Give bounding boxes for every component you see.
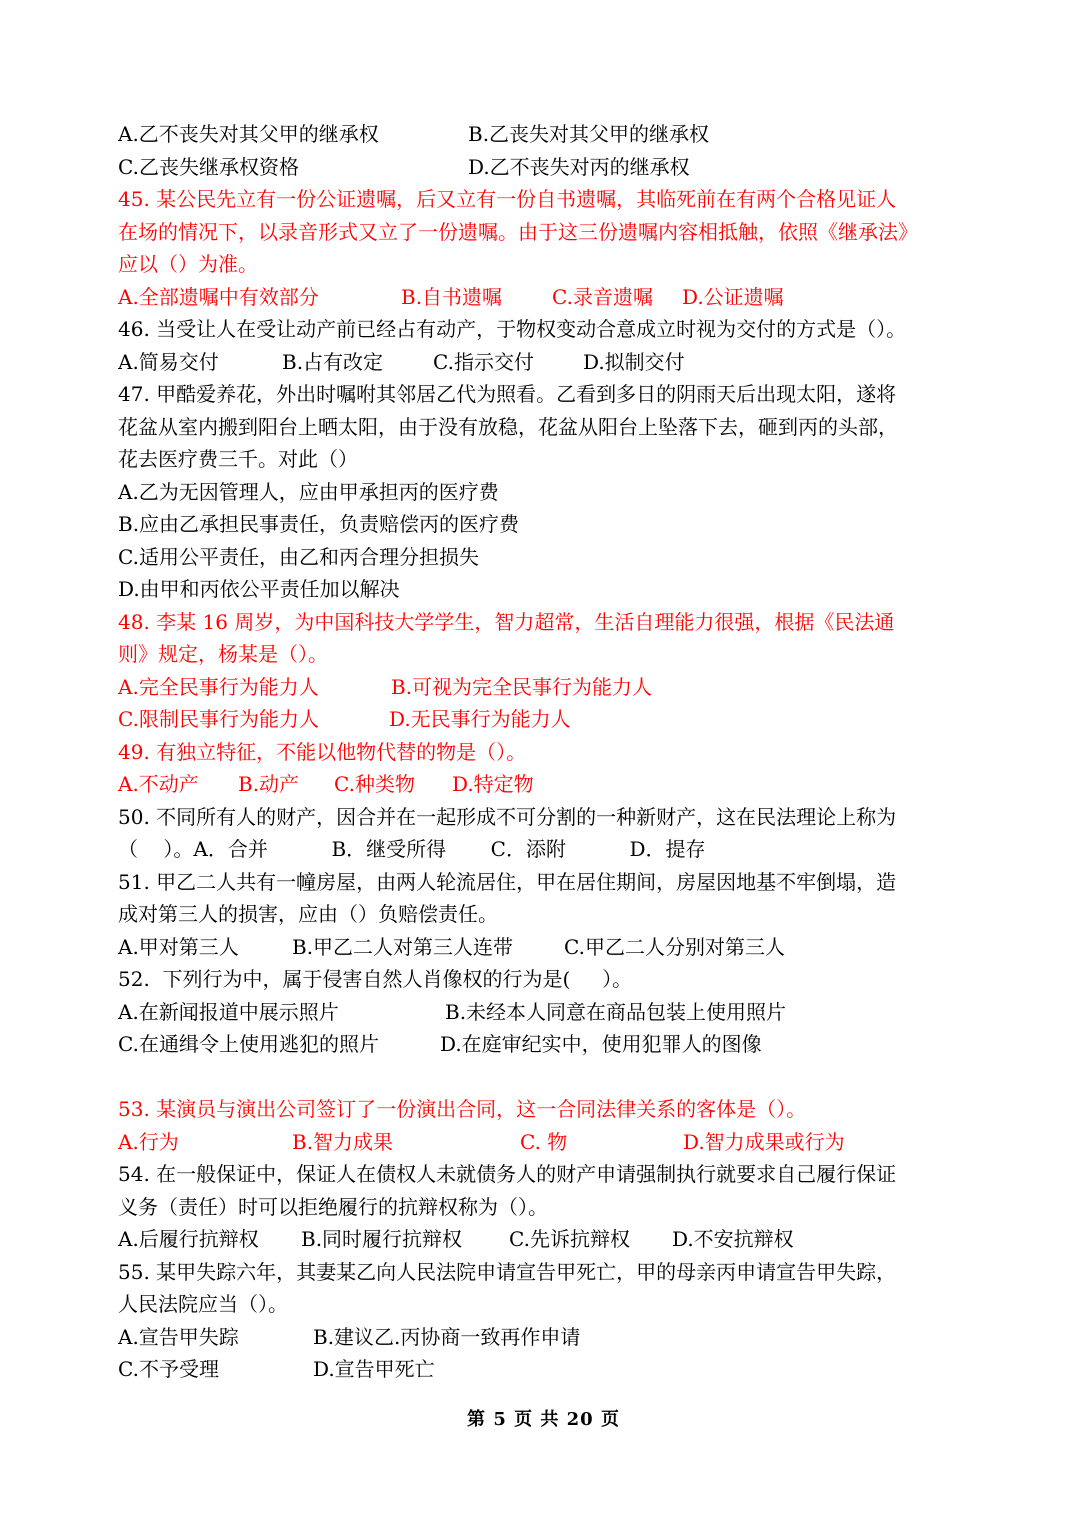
q49-option-b: B.动产	[238, 772, 300, 796]
q52-option-a: A.在新闻报道中展示照片	[118, 999, 339, 1024]
q51-stem-line-1: 51. 甲乙二人共有一幢房屋，由两人轮流居住，甲在居住期间，房屋因地基不牢倒塌，造	[118, 869, 897, 894]
q46-option-d: D.拟制交付	[583, 349, 685, 374]
q51-stem-line-2: 成对第三人的损害，应由（）负赔偿责任。	[118, 902, 498, 926]
q52-options-row-2	[118, 1028, 978, 1061]
q46-stem-line-1: 46. 当受让人在受让动产前已经占有动产，于物权变动合意成立时视为交付的方式是（）。	[118, 317, 907, 341]
q52-option-d: D.在庭审纪实中，使用犯罪人的图像	[440, 1032, 762, 1056]
q50-stem-line-2: （ ）。A．合并 B．继受所得 C．添附 D．提存	[118, 837, 706, 861]
q54-stem-line-2: 义务（责任）时可以拒绝履行的抗辩权称为（）。	[118, 1194, 548, 1219]
q48-options-row-1	[118, 671, 978, 704]
q51-option-b: B.甲乙二人对第三人连带	[292, 934, 514, 959]
q53-option-a: A.行为	[118, 1129, 179, 1154]
q47-stem-line-3: 花去医疗费三千。对此（）	[118, 447, 358, 471]
q44-options-row-2	[118, 151, 978, 184]
q53-option-c: C. 物	[520, 1129, 568, 1154]
q55-stem-line-1: 55. 某甲失踪六年，其妻某乙向人民法院申请宣告甲死亡，甲的母亲丙申请宣告甲失踪，	[118, 1259, 897, 1284]
q45-stem-line-2: 在场的情况下，以录音形式又立了一份遗嘱。由于这三份遗嘱内容相抵触，依照《继承法》	[118, 219, 918, 244]
q52-stem-line-1: 52. 下列行为中，属于侵害自然人肖像权的行为是( ）。	[118, 967, 633, 991]
q53-options	[118, 1126, 978, 1159]
q54-option-c: C.先诉抗辩权	[509, 1227, 630, 1251]
q55-stem-line-2: 人民法院应当（）。	[118, 1292, 288, 1316]
q48-option-a: A.完全民事行为能力人	[118, 674, 319, 699]
q45-option-b: B.自书遗嘱	[401, 284, 503, 309]
q46-option-b: B.占有改定	[282, 349, 384, 374]
q49-options	[118, 768, 978, 801]
q48-option-d: D.无民事行为能力人	[389, 707, 571, 731]
q47-stem-line-2: 花盆从室内搬到阳台上晒太阳，由于没有放稳，花盆从阳台上坠落下去，砸到丙的头部，	[118, 414, 898, 439]
q52-option-c: C.在通缉令上使用逃犯的照片	[118, 1032, 379, 1056]
paragraph-gap	[118, 1061, 978, 1094]
q45-options	[118, 281, 978, 314]
q48-option-c: C.限制民事行为能力人	[118, 707, 319, 731]
q51-option-a: A.甲对第三人	[118, 934, 239, 959]
q54-option-a: A.后履行抗辩权	[118, 1227, 259, 1251]
q51-options	[118, 931, 978, 964]
q48-stem-line-1: 48. 李某 16 周岁，为中国科技大学学生，智力超常，生活自理能力很强，根据《民法通	[118, 609, 895, 634]
q47-option-a: A.乙为无因管理人，应由甲承担丙的医疗费	[118, 479, 499, 504]
q55-option-a: A.宣告甲失踪	[118, 1324, 239, 1349]
q53-stem-line-1: 53. 某演员与演出公司签订了一份演出合同，这一合同法律关系的客体是（）。	[118, 1097, 807, 1121]
q49-option-d: D.特定物	[452, 772, 534, 796]
q45-option-a: A.全部遗嘱中有效部分	[118, 284, 319, 309]
q47-option-d: D.由甲和丙依公平责任加以解决	[118, 577, 400, 601]
q47-option-c: C.适用公平责任，由乙和丙合理分担损失	[118, 544, 479, 569]
q55-option-c: C.不予受理	[118, 1357, 219, 1381]
q49-option-a: A.不动产	[118, 772, 199, 796]
q53-option-d: D.智力成果或行为	[683, 1129, 845, 1154]
q47-stem-line-1: 47. 甲酷爱养花，外出时嘱咐其邻居乙代为照看。乙看到多日的阴雨天后出现太阳，遂将	[118, 382, 897, 406]
q55-options-row-2	[118, 1353, 978, 1386]
q54-option-d: D.不安抗辩权	[672, 1227, 794, 1251]
q44-option-a: A.乙不丧失对其父甲的继承权	[118, 122, 379, 146]
q48-option-b: B.可视为完全民事行为能力人	[391, 674, 653, 699]
q45-stem-line-1: 45. 某公民先立有一份公证遗嘱，后又立有一份自书遗嘱，其临死前在有两个合格见证人	[118, 187, 897, 211]
q54-options	[118, 1223, 978, 1256]
q50-stem-line-1: 50. 不同所有人的财产，因合并在一起形成不可分割的一种新财产，这在民法理论上称为	[118, 804, 897, 829]
q48-options-row-2	[118, 703, 978, 736]
q46-options	[118, 346, 978, 379]
q45-stem-line-3: 应以（）为准。	[118, 252, 258, 276]
q55-option-b: B.建议乙.丙协商一致再作申请	[313, 1324, 581, 1349]
q53-option-b: B.智力成果	[292, 1129, 394, 1154]
q51-option-c: C.甲乙二人分别对第三人	[564, 934, 785, 959]
q44-option-b: B.乙丧失对其父甲的继承权	[468, 122, 710, 146]
q45-option-d: D.公证遗嘱	[682, 284, 784, 309]
q49-stem-line-1: 49. 有独立特征，不能以他物代替的物是（）。	[118, 739, 527, 764]
q45-option-c: C.录音遗嘱	[552, 284, 653, 309]
q55-option-d: D.宣告甲死亡	[313, 1357, 435, 1381]
q48-stem-line-2: 则》规定，杨某是（）。	[118, 642, 328, 666]
q54-stem-line-1: 54. 在一般保证中，保证人在债权人未就债务人的财产申请强制执行就要求自己履行保证	[118, 1162, 897, 1186]
q44-option-c: C.乙丧失继承权资格	[118, 154, 299, 179]
q44-options-row-1	[118, 118, 978, 151]
page-number-footer: 第 5 页 共 20 页	[467, 1409, 620, 1430]
question-content	[118, 118, 978, 1386]
q52-options-row-1	[118, 996, 978, 1029]
q54-option-b: B.同时履行抗辩权	[301, 1227, 463, 1251]
q46-option-a: A.简易交付	[118, 349, 219, 374]
q47-option-b: B.应由乙承担民事责任，负责赔偿丙的医疗费	[118, 512, 520, 536]
q44-option-d: D.乙不丧失对丙的继承权	[468, 154, 690, 179]
q55-options-row-1	[118, 1321, 978, 1354]
q49-option-c: C.种类物	[334, 772, 415, 796]
q52-option-b: B.未经本人同意在商品包装上使用照片	[445, 999, 787, 1024]
q46-option-c: C.指示交付	[433, 349, 534, 374]
